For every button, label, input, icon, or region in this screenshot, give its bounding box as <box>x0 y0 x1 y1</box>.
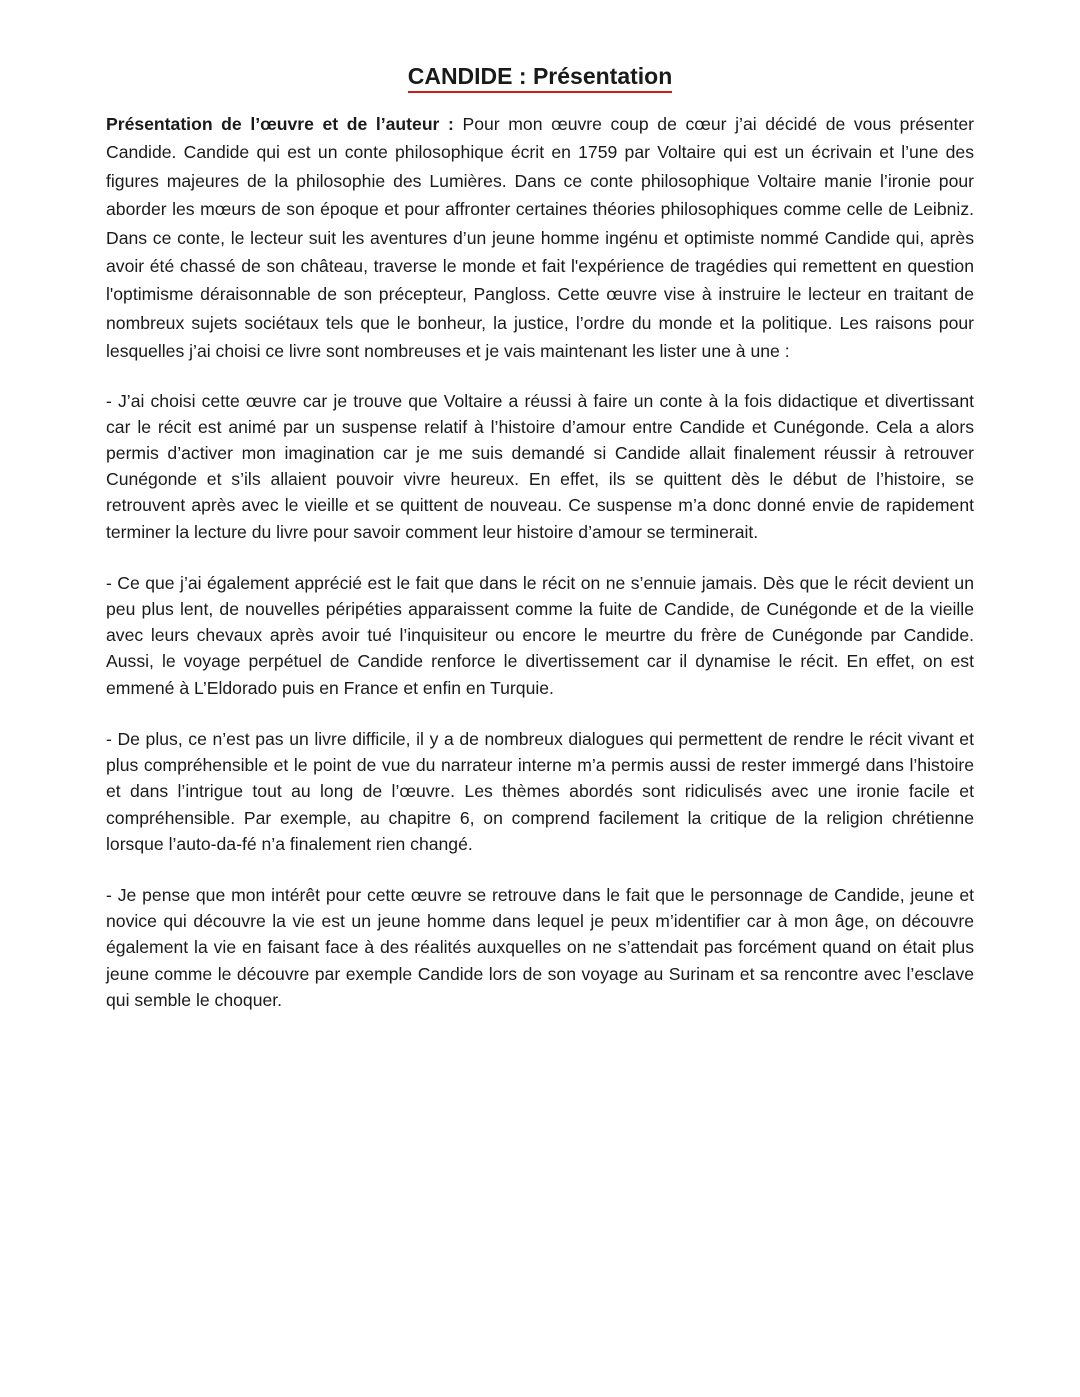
point-paragraph-4: - Je pense que mon intérêt pour cette œuvre se retrouve dans le fait que le personnage de Candide, jeune et novice qui découvre la vie est un jeune homme dans lequel je peux m’identifier car à mon âge, on découvre également la vie en faisant face à des réalités auxquelles on ne s’attendait pas forcément quand on était plus jeune comme le découvre par exemple Candide lors de son voyage au Surinam et sa rencontre avec l’esclave qui semble le choquer. <box>106 884 974 1010</box>
intro-text: Pour mon œuvre coup de cœur j’ai décidé de vous présenter Candide. Candide qui est un conte philosophique écrit en 1759 par Voltaire qui est un écrivain et l’une des figures majeures de la philosophie des Lumières. Dans ce conte philosophique Voltaire manie l’ironie pour aborder les mœurs de son époque et pour affronter certaines théories philosophiques comme celle de Leibniz. Dans ce conte, le lecteur suit les aventures d’un jeune homme ingénu et optimiste nommé Candide qui, après avoir été chassé de son château, traverse le monde et fait l'expérience de tragédies qui remettent en question l'optimisme déraisonnable de son précepteur, Pangloss. Cette œuvre vise à instruire le lecteur en traitant de nombreux sujets sociétaux tels que le bonheur, la justice, l’ordre du monde et la politique. Les raisons pour lesquelles j’ai choisi ce livre sont nombreuses et je vais maintenant les lister une à une : <box>106 114 974 362</box>
point-paragraph-1: - J’ai choisi cette œuvre car je trouve que Voltaire a réussi à faire un conte à la fois didactique et divertissant car le récit est animé par un suspense relatif à l’histoire d’amour entre Candide et Cunégonde. Cela a alors permis d’activer mon imagination car je me suis demandé si Candide allait finalement réussir à retrouver Cunégonde et s’ils allaient pouvoir vivre heureux. En effet, ils se quittent dès le début de l’histoire, se retrouvent après avec le vieille et se quittent de nouveau. Ce suspense m’a donc donné envie de rapidement terminer la lecture du livre pour savoir comment leur histoire d’amour se terminerait. <box>106 390 974 542</box>
document-title <box>0 60 1080 93</box>
intro-paragraph <box>106 110 974 366</box>
point-paragraph-2: - Ce que j’ai également apprécié est le fait que dans le récit on ne s’ennuie jamais. Dès que le récit devient un peu plus lent, de nouvelles péripéties apparaissent comme la fuite de Candide, de Cunégonde et de la vieille avec leurs chevaux après avoir tué l’inquisiteur ou encore le meurtre du frère de Cunégonde par Candide. Aussi, le voyage perpétuel de Candide renforce le divertissement car il dynamise le récit. En effet, on est emmené à L’Eldorado puis en France et enfin en Turquie. <box>106 572 974 698</box>
document-title-text: CANDIDE : Présentation <box>408 62 673 93</box>
point-paragraph-3: - De plus, ce n’est pas un livre difficile, il y a de nombreux dialogues qui permettent de rendre le récit vivant et plus compréhensible et le point de vue du narrateur interne m’a permis aussi de rester immergé dans l’histoire et dans l’intrigue tout au long de l’œuvre. Les thèmes abordés sont ridiculisés avec une ironie facile et compréhensible. Par exemple, au chapitre 6, on comprend facilement la critique de la religion chrétienne lorsque l’auto-da-fé n’a finalement rien changé. <box>106 728 974 854</box>
intro-lead: Présentation de l’œuvre et de l’auteur : <box>106 114 454 134</box>
document-body <box>106 110 974 1038</box>
